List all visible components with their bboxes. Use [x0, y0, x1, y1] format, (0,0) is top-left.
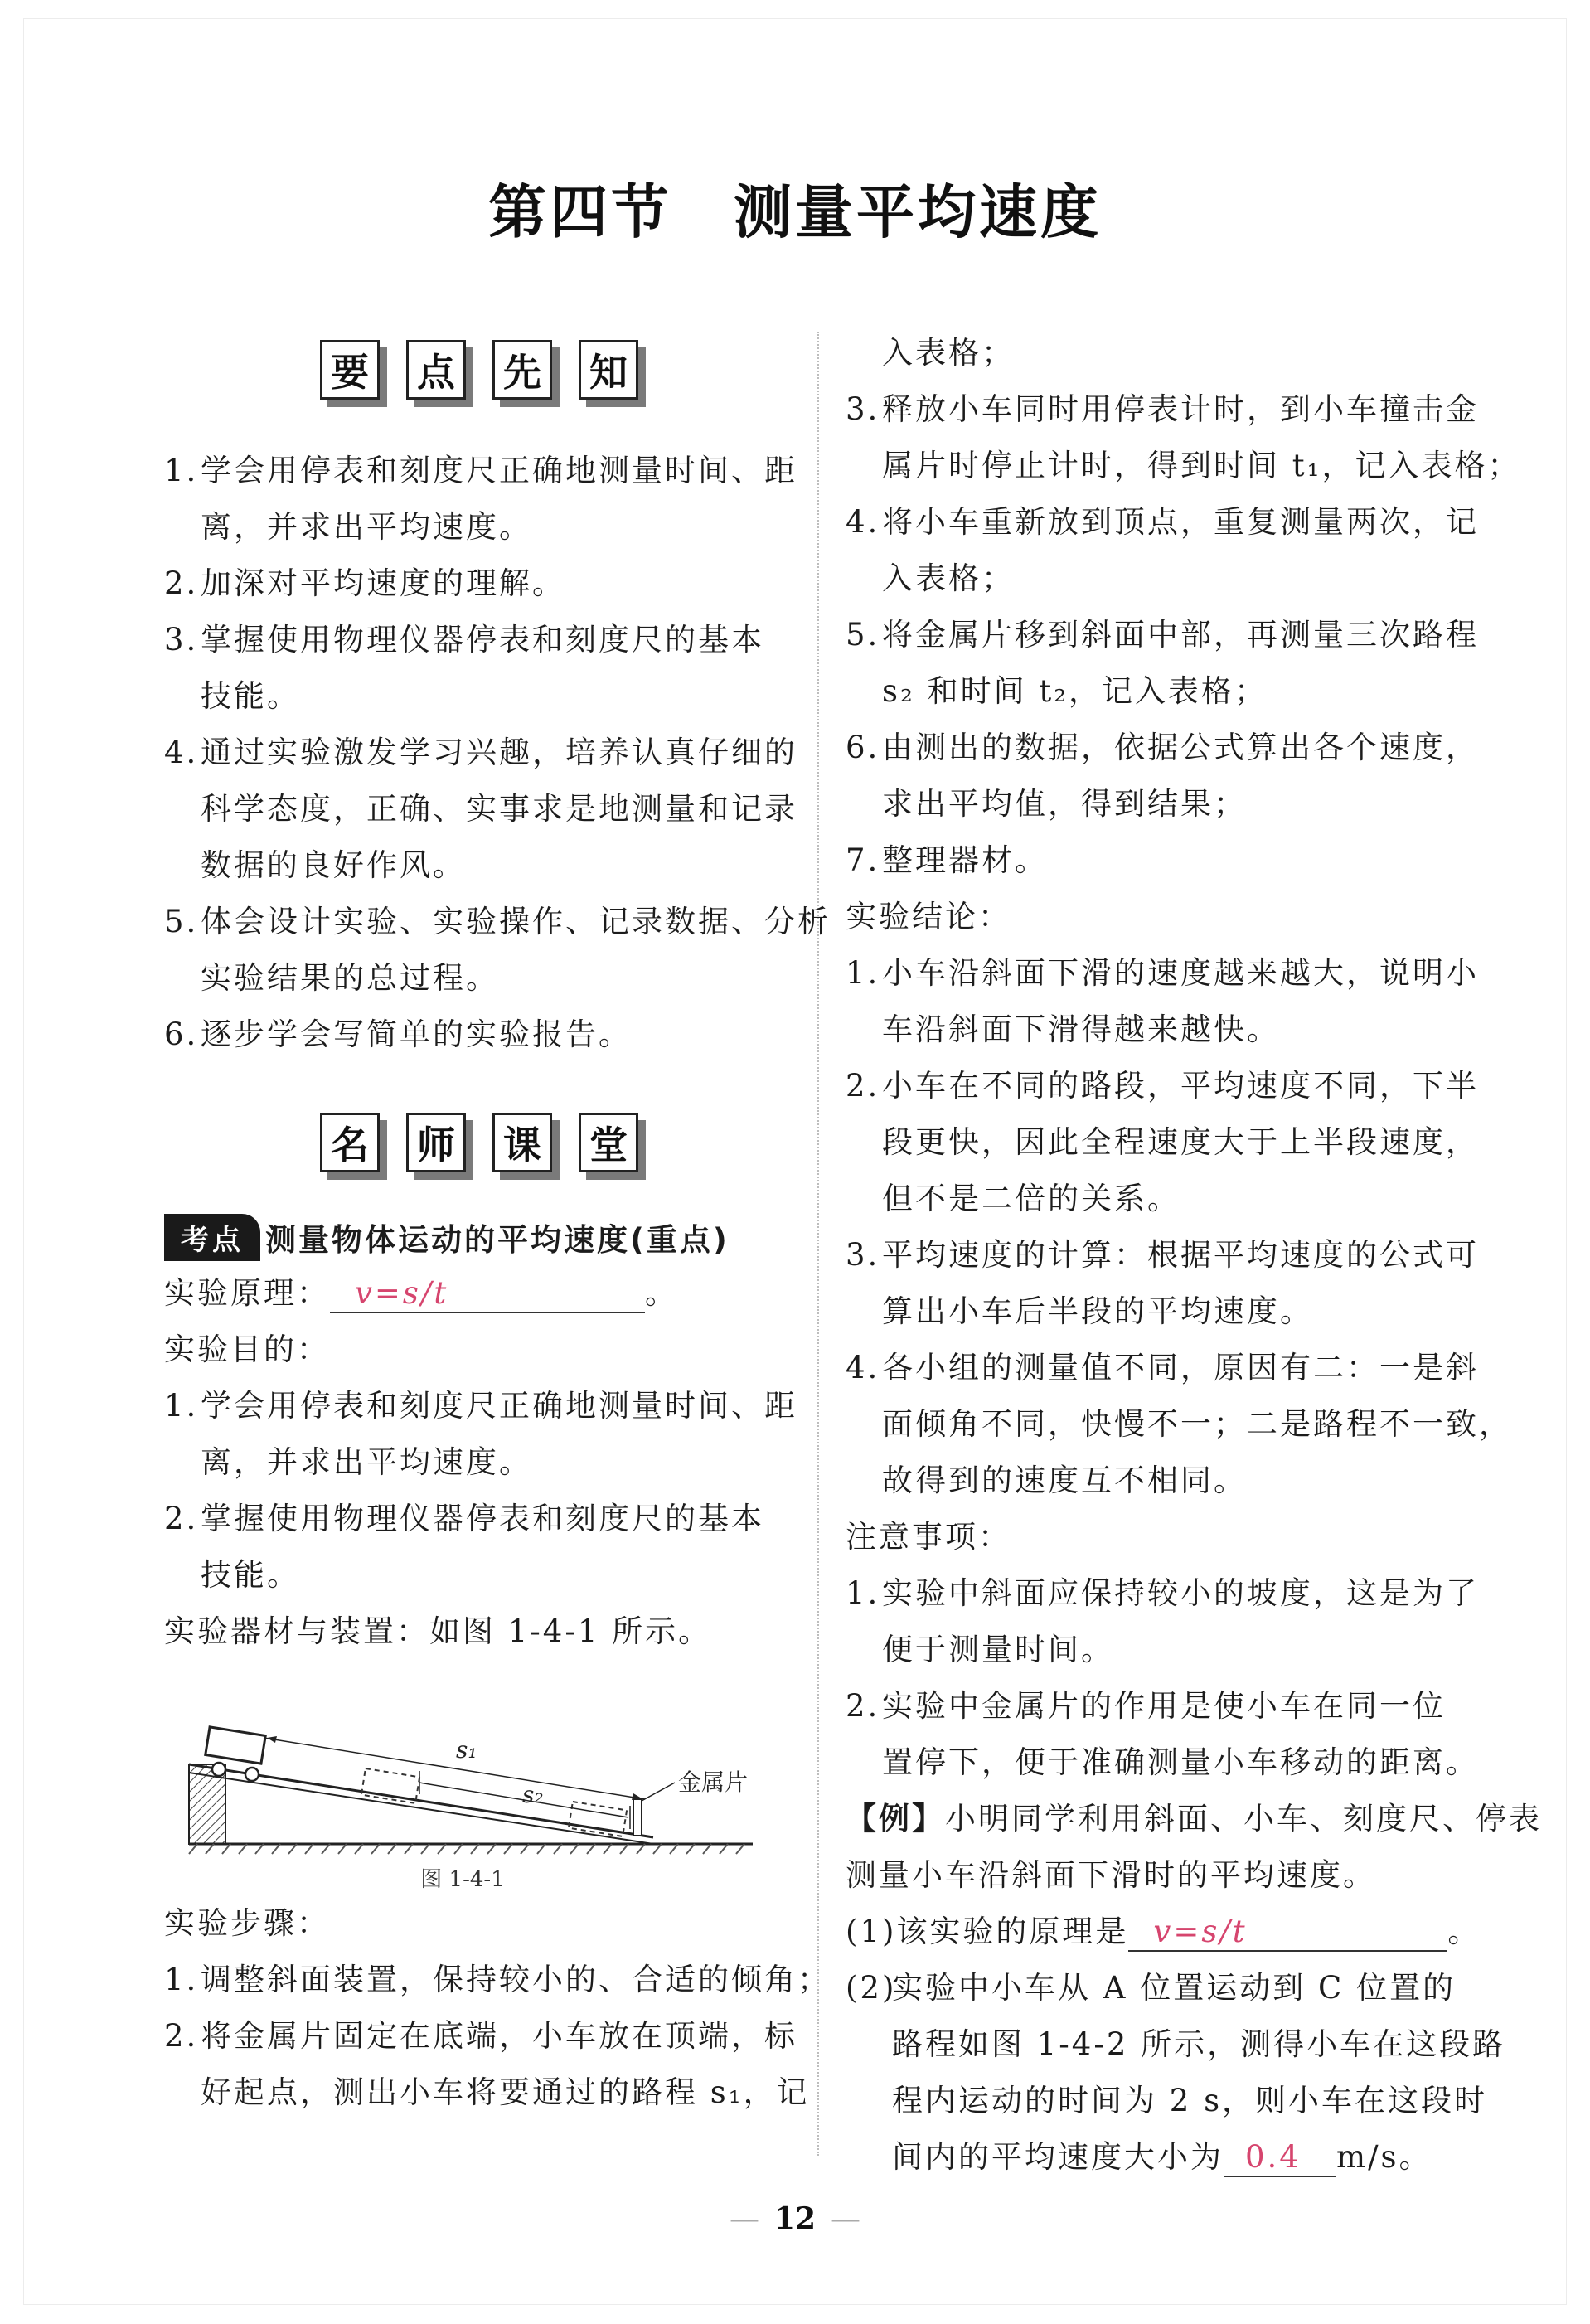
- equipment-line: 实验器材与装置：如图 1-4-1 所示。: [164, 1613, 712, 1649]
- list-item: 1.学会用停表和刻度尺正确地测量时间、距: [164, 453, 797, 488]
- exam-point-tag: 考点: [164, 1214, 260, 1261]
- list-item-continuation: 面倾角不同，快慢不一；二是路程不一致，: [882, 1406, 1512, 1442]
- page-number: — 12 —: [729, 2201, 861, 2236]
- list-item-continuation: s₂ 和时间 t₂，记入表格；: [882, 673, 1268, 709]
- list-item: 2.实验中金属片的作用是使小车在同一位: [846, 1688, 1446, 1724]
- exam-point-title: 测量物体运动的平均速度(重点): [265, 1222, 730, 1258]
- list-item-continuation: 故得到的速度互不相同。: [882, 1463, 1247, 1498]
- metal-plate-label: 金属片: [678, 1768, 749, 1796]
- list-item-continuation: 技能。: [201, 678, 300, 714]
- list-item: 3.掌握使用物理仪器停表和刻度尺的基本: [164, 622, 764, 657]
- purpose-label: 实验目的：: [164, 1332, 330, 1367]
- list-item: 1.小车沿斜面下滑的速度越来越大，说明小: [846, 955, 1479, 991]
- question-1: (1)该实验的原理是 v=s/t 。: [846, 1904, 1467, 1960]
- heading-char: 要: [320, 340, 380, 400]
- list-item-continuation: 车沿斜面下滑得越来越快。: [882, 1012, 1280, 1047]
- list-item: 4.各小组的测量值不同，原因有二：一是斜: [846, 1350, 1479, 1385]
- question-2-continuation: 程内运动的时间为 2 s，则小车在这段时: [892, 2083, 1488, 2118]
- heading-char: 知: [579, 340, 638, 400]
- list-item: 4.将小车重新放到顶点，重复测量两次，记: [846, 504, 1479, 540]
- list-item: 1.学会用停表和刻度尺正确地测量时间、距: [164, 1388, 797, 1424]
- list-item: 3.释放小车同时用停表计时，到小车撞击金: [846, 391, 1479, 427]
- list-item-continuation: 好起点，测出小车将要通过的路程 s₁，记: [201, 2074, 810, 2110]
- exam-point-heading: [164, 1209, 794, 1265]
- list-item-continuation: 但不是二倍的关系。: [882, 1181, 1180, 1216]
- list-item: 4.通过实验激发学习兴趣，培养认真仔细的: [164, 735, 797, 770]
- list-item: 7.整理器材。: [846, 842, 1048, 878]
- q2-answer: 0.4: [1224, 2140, 1336, 2177]
- list-item: 2.小车在不同的路段，平均速度不同，下半: [846, 1068, 1479, 1104]
- principle-answer: v=s/t: [330, 1276, 645, 1313]
- right-column: [846, 325, 1542, 2186]
- heading-char: 师: [406, 1113, 466, 1172]
- notes-label: 注意事项：: [846, 1519, 1011, 1555]
- list-item-continuation: 科学态度，正确、实事求是地测量和记录: [201, 791, 797, 827]
- list-item-continuation: 算出小车后半段的平均速度。: [882, 1293, 1313, 1329]
- list-item-continuation: 技能。: [201, 1557, 300, 1593]
- list-item: 3.平均速度的计算：根据平均速度的公式可: [846, 1237, 1479, 1273]
- incline-diagram: [164, 1667, 761, 1866]
- example-continuation: 测量小车沿斜面下滑时的平均速度。: [846, 1857, 1376, 1893]
- figure-caption: 图 1-4-1: [420, 1867, 505, 1892]
- heading-char: 堂: [579, 1113, 638, 1172]
- question-2: (2)实验中小车从 A 位置运动到 C 位置的: [846, 1970, 1457, 2006]
- heading-char: 点: [406, 340, 466, 400]
- s1-label: s₁: [456, 1736, 477, 1764]
- column-divider: [817, 332, 819, 2156]
- section-heading-key-points: [164, 340, 794, 406]
- list-item-continuation: 数据的良好作风。: [201, 847, 466, 883]
- steps-label: 实验步骤：: [164, 1905, 330, 1941]
- section-heading-master-class: [164, 1113, 794, 1179]
- list-item: 1.调整斜面装置，保持较小的、合适的倾角；: [164, 1962, 831, 1997]
- left-column: [164, 340, 831, 2121]
- question-2-continuation: 路程如图 1-4-2 所示，测得小车在这段路: [892, 2026, 1506, 2062]
- heading-char: 先: [492, 340, 552, 400]
- list-item: 1.实验中斜面应保持较小的坡度，这是为了: [846, 1575, 1479, 1611]
- list-item-continuation: 离，并求出平均速度。: [201, 1444, 532, 1480]
- list-item-continuation: 置停下，便于准确测量小车移动的距离。: [882, 1744, 1479, 1780]
- list-item: 6.由测出的数据，依据公式算出各个速度，: [846, 730, 1479, 765]
- objectives-list: [164, 443, 831, 1063]
- list-item: 5.体会设计实验、实验操作、记录数据、分析: [164, 904, 831, 939]
- s2-label: s₂: [522, 1781, 544, 1808]
- step-continuation: 入表格；: [882, 335, 1015, 371]
- incline-figure: [164, 1667, 761, 1890]
- list-item-continuation: 便于测量时间。: [882, 1632, 1114, 1667]
- principle-line: 实验原理： v=s/t 。: [164, 1265, 794, 1322]
- list-item-continuation: 离，并求出平均速度。: [201, 509, 532, 545]
- conclusion-label: 实验结论：: [846, 899, 1011, 934]
- q1-answer: v=s/t: [1128, 1914, 1447, 1952]
- example-tag: 【例】: [846, 1801, 945, 1836]
- heading-char: 名: [320, 1113, 380, 1172]
- list-item: 2.掌握使用物理仪器停表和刻度尺的基本: [164, 1501, 764, 1536]
- page-title: 第四节 测量平均速度: [488, 177, 1102, 246]
- list-item: 2.加深对平均速度的理解。: [164, 565, 565, 601]
- list-item-continuation: 求出平均值，得到结果；: [882, 786, 1247, 822]
- list-item-continuation: 段更快，因此全程速度大于上半段速度，: [882, 1124, 1479, 1160]
- question-2-last: 间内的平均速度大小为 0.4 m/s。: [846, 2129, 1467, 2186]
- list-item-continuation: 实验结果的总过程。: [201, 960, 499, 996]
- list-item: 5.将金属片移到斜面中部，再测量三次路程: [846, 617, 1479, 653]
- example-line: 【例】小明同学利用斜面、小车、刻度尺、停表: [846, 1801, 1542, 1836]
- list-item: 6.逐步学会写简单的实验报告。: [164, 1016, 632, 1052]
- list-item: 2.将金属片固定在底端，小车放在顶端，标: [164, 2018, 797, 2054]
- list-item-continuation: 入表格；: [882, 560, 1015, 596]
- heading-char: 课: [492, 1113, 552, 1172]
- list-item-continuation: 属片时停止计时，得到时间 t₁，记入表格；: [882, 448, 1521, 483]
